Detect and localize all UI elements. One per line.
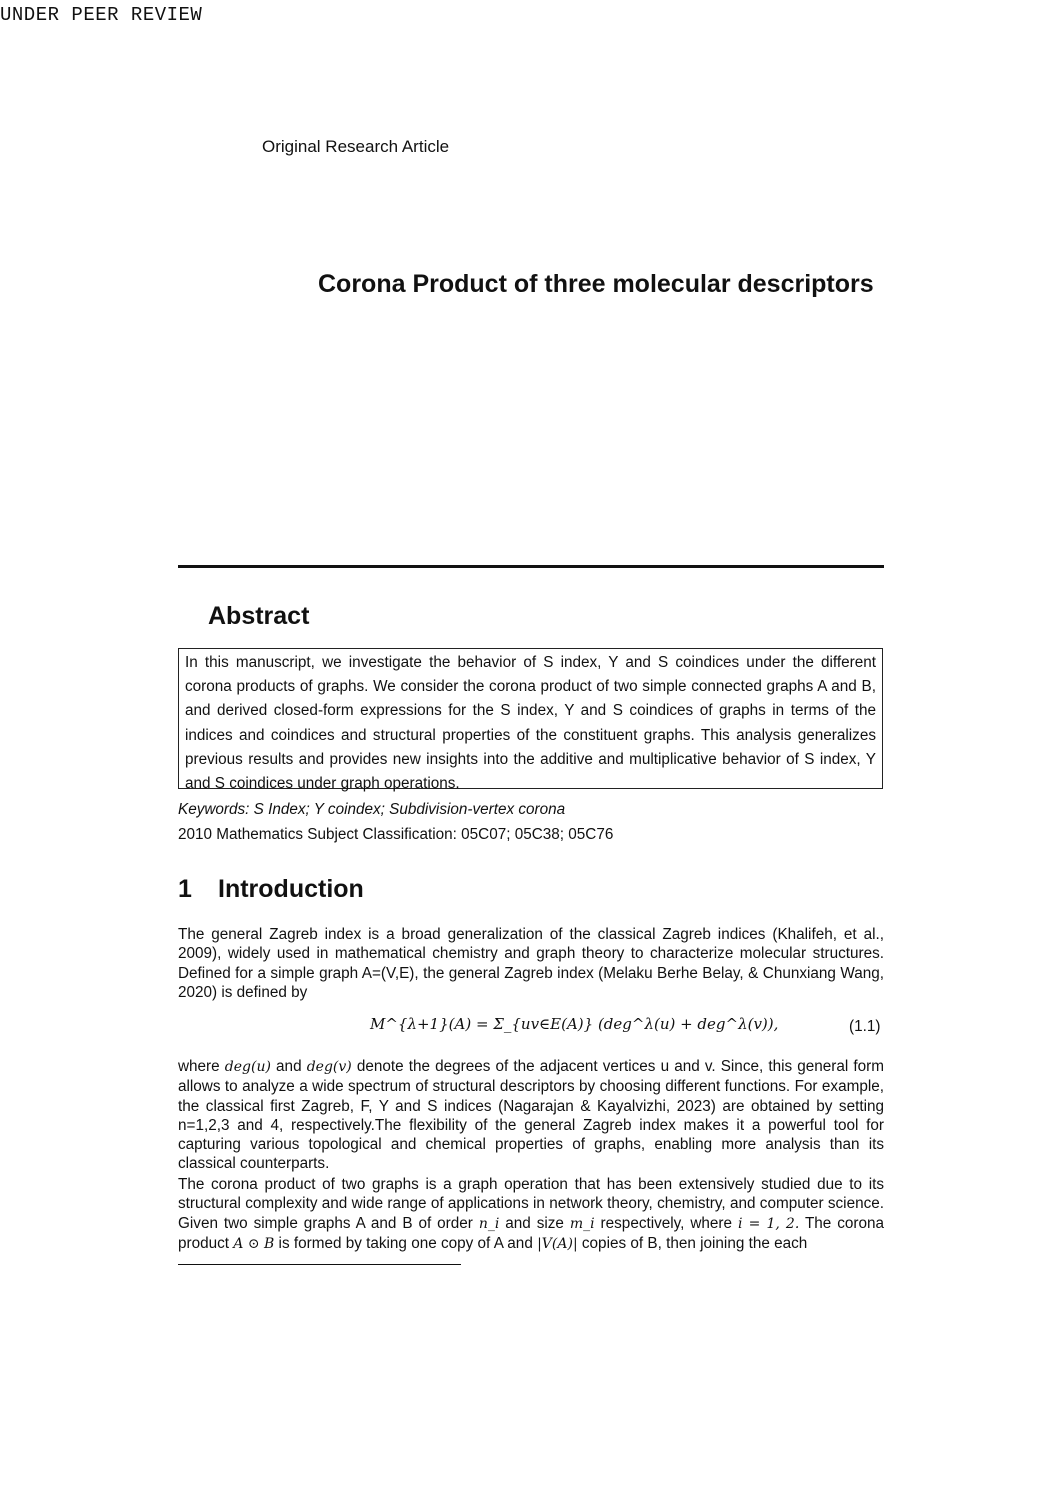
para2-text-c: denote the degrees of the adjacent vertices u and v. Since, this general form allows to analyze a wide spectrum of structural descriptors by choosing different functions. For example, the classical first Zagreb, F, Y and S indices (Nagarajan & Kayalvizhi, 2023) are obtained by setting n=1,2,3 and 4, respectively.The flexibility of the general Zagreb index makes it a powerful tool for capturing various topological and chemical properties of graphs, enabling more analysis than its classical counterparts. — [178, 1058, 884, 1173]
equation-text: M^{λ+1}(A) = Σ_{uv∈E(A)} (deg^λ(u) + deg^λ(v)), — [370, 1015, 779, 1033]
para2-text-a: where — [178, 1058, 225, 1075]
abstract-heading: Abstract — [208, 602, 310, 630]
math-i-range: i = 1, 2. — [737, 1215, 800, 1232]
equation-number: (1.1) — [849, 1018, 881, 1035]
intro-paragraph-2 — [178, 1057, 884, 1174]
para3-text-d: The corona product — [178, 1214, 885, 1252]
section-heading-introduction — [178, 875, 364, 904]
para2-text-b: and — [270, 1058, 307, 1075]
general-zagreb-equation — [370, 1015, 778, 1033]
keywords: Keywords: S Index; Y coindex; Subdivision-vertex corona — [178, 801, 566, 818]
para3-text-b: and size — [499, 1214, 570, 1232]
paper-title: Corona Product of three molecular descriptors — [318, 270, 874, 298]
math-vertex-count: |V(A)| — [537, 1235, 578, 1252]
footnote-rule — [178, 1264, 461, 1265]
para3-text-c: respectively, where — [594, 1214, 738, 1232]
intro-paragraph-1: The general Zagreb index is a broad generalization of the classical Zagreb indices (Khalifeh, et al., 2009), widely used in mathematical chemistry and graph theory to characterize molecular structures. Defined for a simple graph A=(V,E), the general Zagreb index (Melaku Berhe Belay, & Chunxiang Wang, 2020) is defined by — [178, 926, 884, 1001]
abstract-box: In this manuscript, we investigate the behavior of S index, Y and S coindices under the different corona products of graphs. We consider the corona product of two simple connected graphs A and B, and derived closed-form expressions for the S index, Y and S coindices of graphs in terms of the indices and coindices and structural properties of the constituent graphs. This analysis generalizes previous results and provides new insights into the additive and multiplicative behavior of S index, Y and S coindices under graph operations. — [178, 648, 883, 789]
intro-paragraph-3 — [178, 1175, 884, 1254]
section-title: Introduction — [218, 875, 364, 903]
math-deg-u: deg(u) — [224, 1059, 271, 1075]
article-type: Original Research Article — [262, 137, 450, 156]
math-deg-v: deg(v) — [306, 1059, 352, 1075]
para3-text-f: copies of B, then joining the each — [577, 1234, 808, 1252]
watermark-under-peer-review: UNDER PEER REVIEW — [0, 4, 203, 26]
math-m-i: m_i — [569, 1215, 595, 1232]
section-number: 1 — [178, 875, 192, 903]
para3-text-e: is formed by taking one copy of A and — [274, 1234, 538, 1252]
msc-classification: 2010 Mathematics Subject Classification: 05C07; 05C38; 05C76 — [178, 826, 614, 843]
title-divider-rule — [178, 565, 884, 568]
math-n-i: n_i — [478, 1215, 500, 1232]
para3-text-a: The corona product of two graphs is a graph operation that has been extensively studied due to its structural complexity and wide range of applications in network theory, chemistry, and computer science. Given two simple graphs A and B of order — [178, 1176, 884, 1232]
math-corona-product: A ⊙ B — [233, 1235, 275, 1252]
